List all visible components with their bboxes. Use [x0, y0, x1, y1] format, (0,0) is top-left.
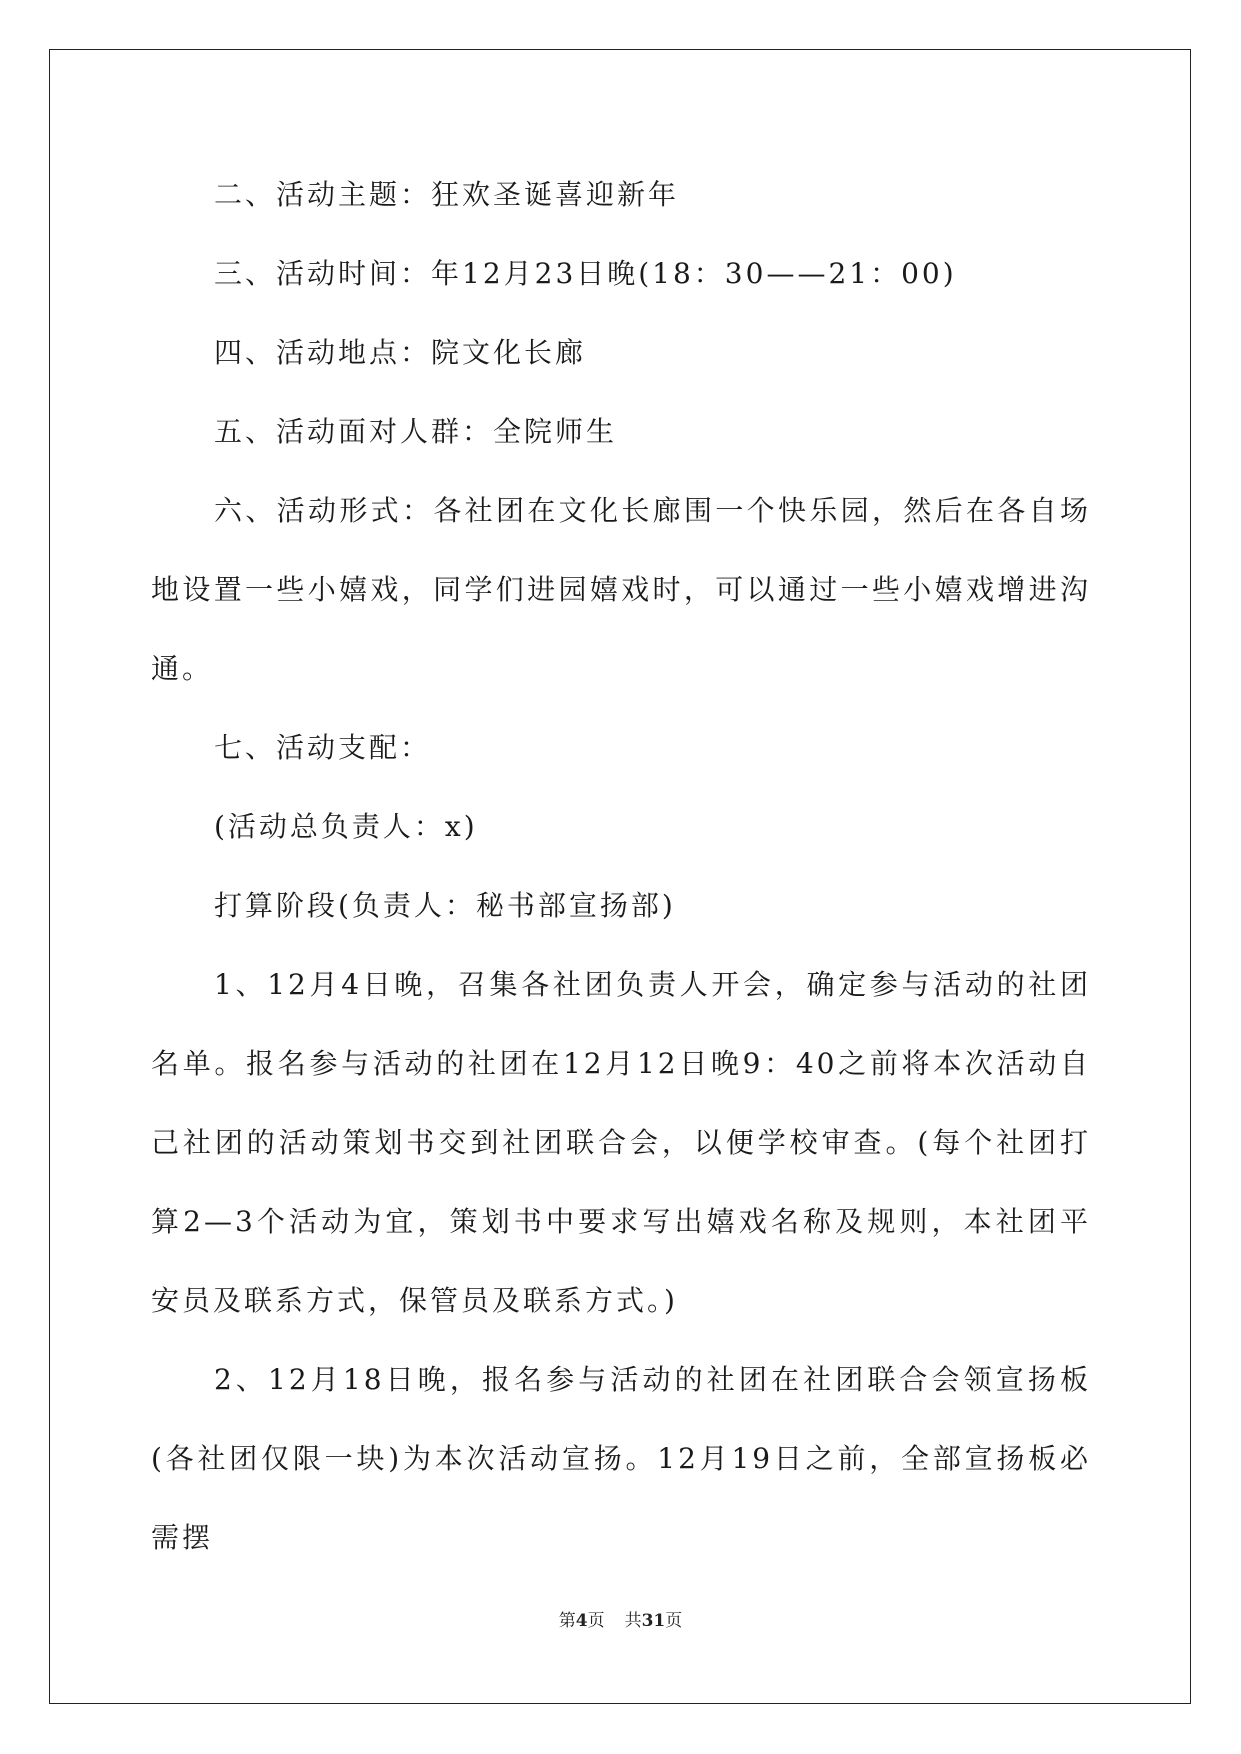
page-prefix: 第	[558, 1611, 576, 1631]
paragraph-time: 三、活动时间：年12月23日晚(18：30——21：00)	[214, 257, 957, 290]
page-total: 31	[641, 1611, 666, 1631]
paragraph-location: 四、活动地点：院文化长廊	[214, 336, 587, 369]
document-body	[151, 155, 1091, 1577]
total-suffix: 页	[665, 1611, 683, 1631]
paragraph-lead: (活动总负责人：x)	[214, 810, 478, 843]
paragraph-prep-stage: 打算阶段(负责人：秘书部宣扬部)	[214, 889, 676, 922]
page-footer	[0, 1609, 1241, 1633]
paragraph-format: 六、活动形式：各社团在文化长廊围一个快乐园，然后在各自场地设置一些小嬉戏，同学们进园嬉戏时，可以通过一些小嬉戏增进沟通。	[151, 494, 1091, 685]
paragraph-arrangement: 七、活动支配：	[214, 731, 432, 764]
paragraph-theme: 二、活动主题：狂欢圣诞喜迎新年	[214, 178, 680, 211]
page-suffix: 页	[587, 1611, 605, 1631]
paragraph-audience: 五、活动面对人群：全院师生	[214, 415, 618, 448]
paragraph-step-2: 2、12月18日晚，报名参与活动的社团在社团联合会领宣扬板(各社团仅限一块)为本次活动宣扬。12月19日之前，全部宣扬板必需摆	[151, 1363, 1091, 1554]
total-prefix: 共	[624, 1611, 642, 1631]
page-current: 4	[575, 1611, 588, 1631]
paragraph-step-1: 1、12月4日晚，召集各社团负责人开会，确定参与活动的社团名单。报名参与活动的社团在12月12日晚9：40之前将本次活动自己社团的活动策划书交到社团联合会，以便学校审查。(每个社团打算2—3个活动为宜，策划书中要求写出嬉戏名称及规则，本社团平安员及联系方式，保管员及联系方式。)	[151, 968, 1091, 1317]
